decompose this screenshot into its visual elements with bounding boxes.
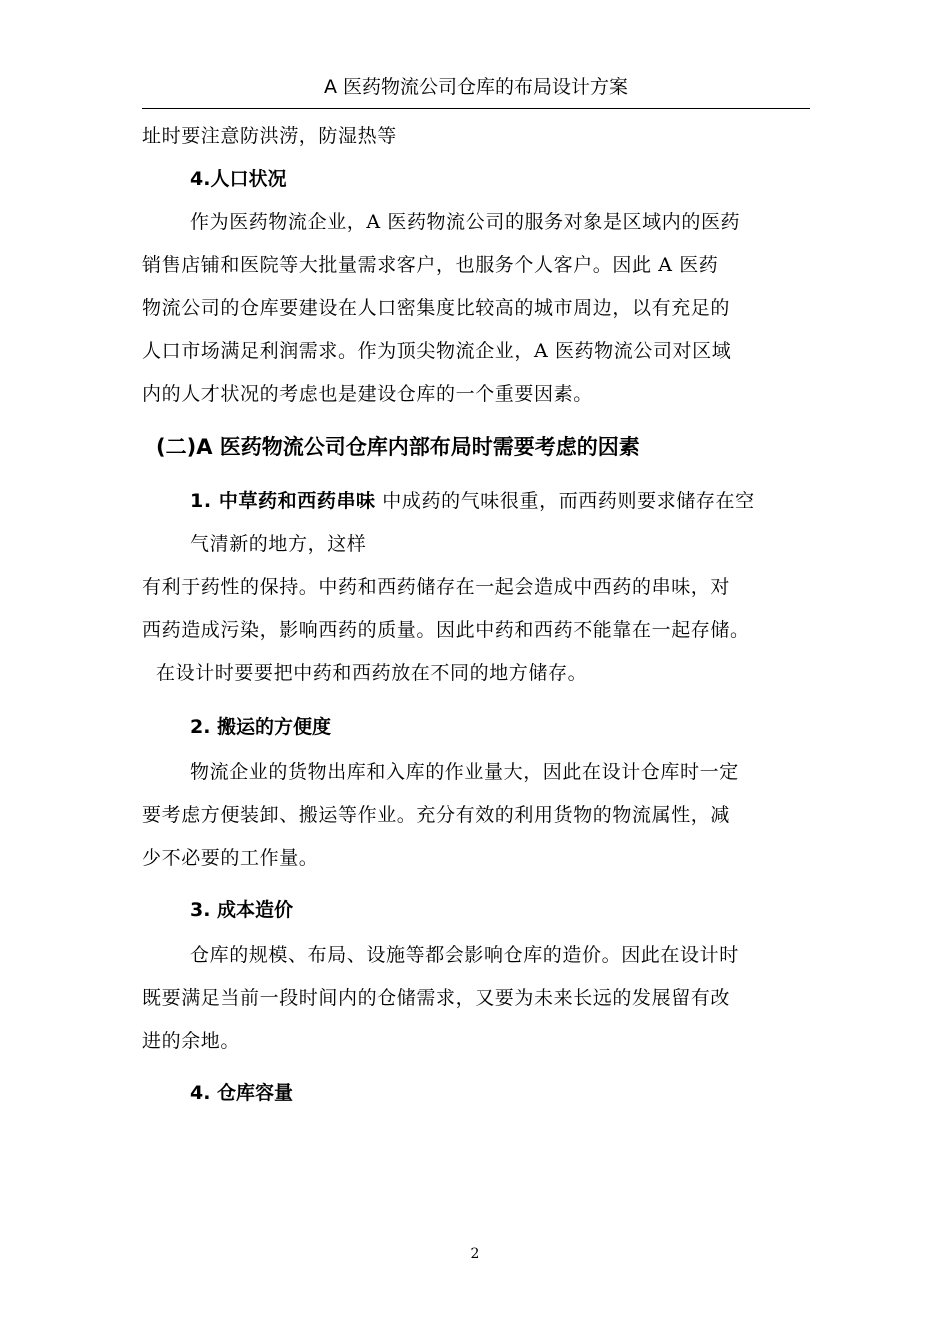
paragraph-line: 既要满足当前一段时间内的仓储需求，又要为未来长远的发展留有改 bbox=[142, 987, 731, 1009]
paragraph-line: 气清新的地方，这样 bbox=[190, 533, 367, 555]
paragraph-line: 物流公司的仓库要建设在人口密集度比较高的城市周边，以有充足的 bbox=[142, 297, 731, 319]
paragraph-line: 在设计时要要把中药和西药放在不同的地方储存。 bbox=[156, 662, 588, 684]
paragraph-line: 人口市场满足利润需求。作为顶尖物流企业，A 医药物流公司对区域 bbox=[142, 340, 732, 362]
paragraph-line: 作为医药物流企业，A 医药物流公司的服务对象是区域内的医药 bbox=[190, 211, 741, 233]
paragraph-line bbox=[190, 486, 755, 516]
header-rule bbox=[142, 108, 810, 109]
subheading-cost: 3. 成本造价 bbox=[190, 899, 294, 921]
paragraph-line: 少不必要的工作量。 bbox=[142, 847, 319, 869]
paragraph-line: 西药造成污染，影响西药的质量。因此中药和西药不能靠在一起存储。 bbox=[142, 619, 750, 641]
section-heading: (二)A 医药物流公司仓库内部布局时需要考虑的因素 bbox=[156, 435, 640, 459]
inline-text: 中成药的气味很重，而西药则要求储存在空 bbox=[375, 490, 755, 512]
running-header: A 医药物流公司仓库的布局设计方案 bbox=[323, 76, 629, 98]
paragraph-line: 销售店铺和医院等大批量需求客户，也服务个人客户。因此 A 医药 bbox=[142, 254, 719, 276]
paragraph-line: 址时要注意防洪涝，防湿热等 bbox=[142, 125, 397, 147]
subheading-capacity: 4. 仓库容量 bbox=[190, 1082, 294, 1104]
paragraph-line: 进的余地。 bbox=[142, 1030, 241, 1052]
paragraph-line: 仓库的规模、布局、设施等都会影响仓库的造价。因此在设计时 bbox=[190, 944, 739, 966]
paragraph-line: 物流企业的货物出库和入库的作业量大，因此在设计仓库时一定 bbox=[190, 761, 739, 783]
inline-heading: 1. 中草药和西药串味 bbox=[190, 490, 376, 512]
paragraph-line: 内的人才状况的考虑也是建设仓库的一个重要因素。 bbox=[142, 383, 593, 405]
page-number: 2 bbox=[470, 1246, 480, 1262]
paragraph-line: 有利于药性的保持。中药和西药储存在一起会造成中西药的串味，对 bbox=[142, 576, 731, 598]
subheading-population: 4.人口状况 bbox=[190, 168, 287, 190]
subheading-handling: 2. 搬运的方便度 bbox=[190, 716, 332, 738]
paragraph-line: 要考虑方便装卸、搬运等作业。充分有效的利用货物的物流属性，减 bbox=[142, 804, 731, 826]
